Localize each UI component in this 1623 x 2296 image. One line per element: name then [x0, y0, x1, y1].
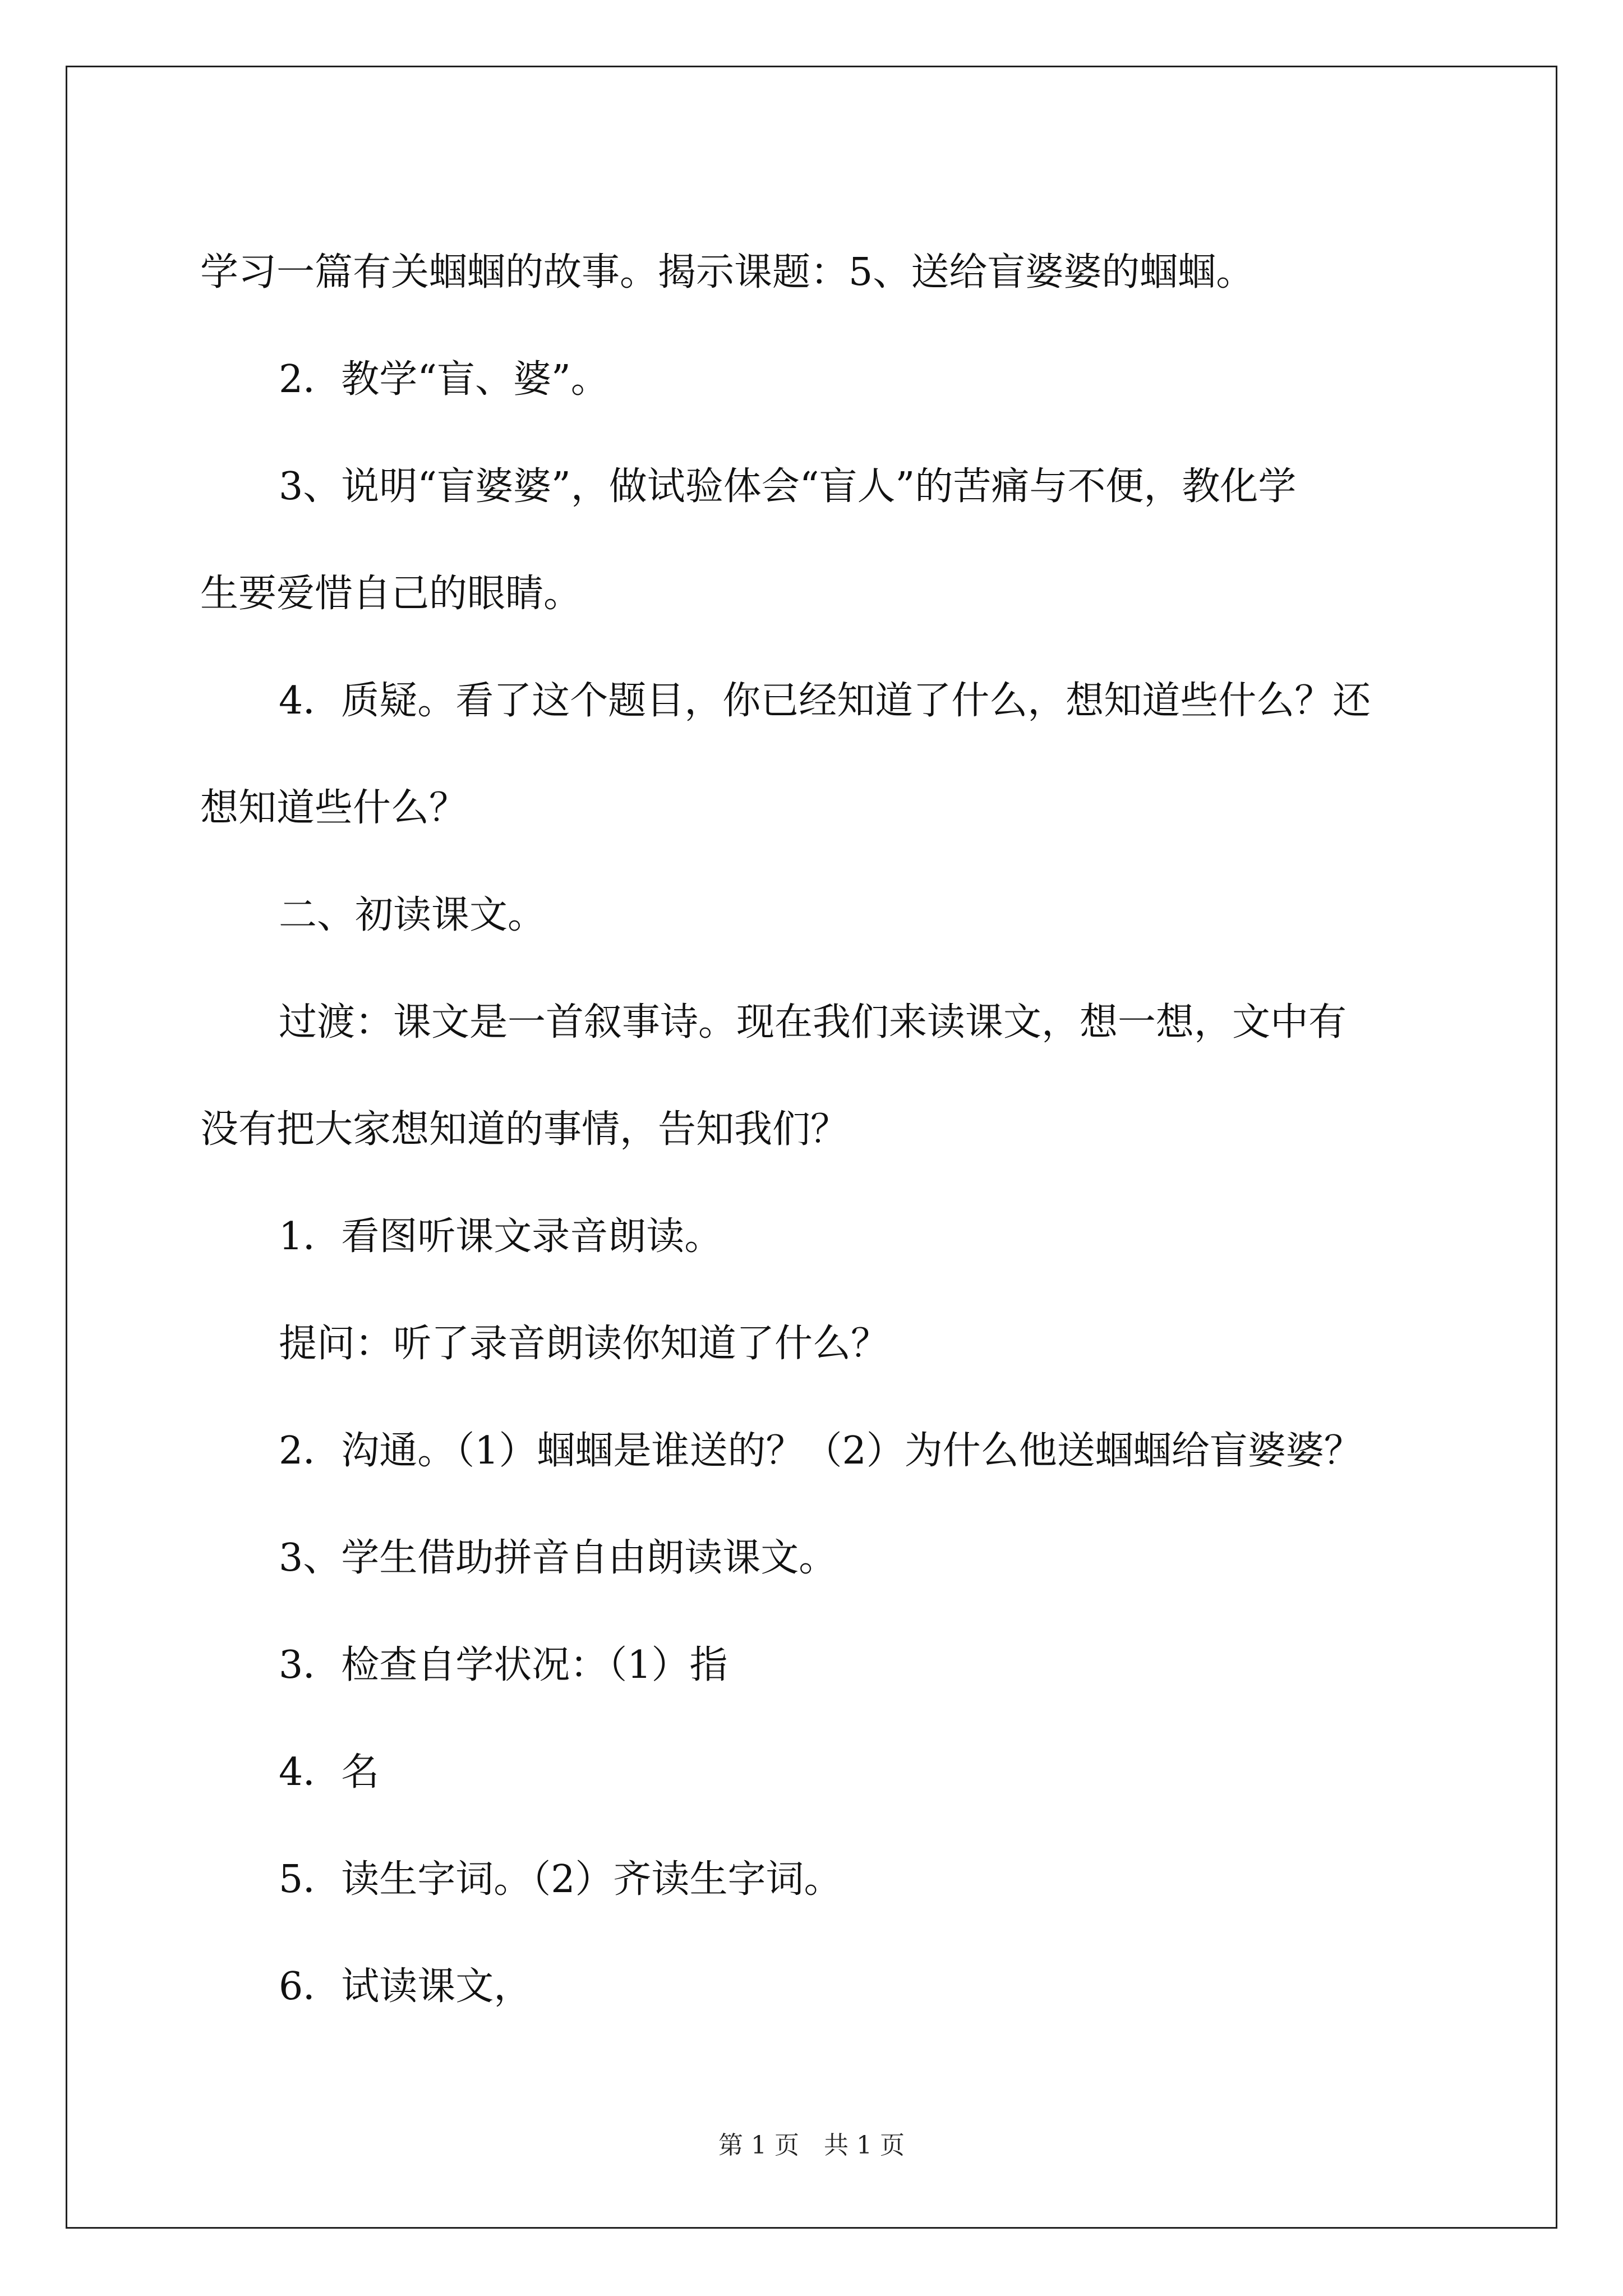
paragraph-line-3: 3、说明“盲婆婆”，做试验体会“盲人”的苦痛与不便，教化学 [279, 464, 1297, 509]
paragraph-line-4: 生要爱惜自己的眼睛。 [200, 572, 582, 616]
section-heading: 二、初读课文。 [279, 893, 546, 937]
paragraph-line-16: 5．读生字词。（2）齐读生字词。 [279, 1857, 842, 1902]
paragraph-line-15: 4．名 [279, 1750, 380, 1795]
paragraph-line-5: 4．质疑。看了这个题目，你已经知道了什么，想知道些什么？还 [279, 679, 1371, 723]
paragraph-line-12: 2．沟通。（1）蝈蝈是谁送的？（2）为什么他送蝈蝈给盲婆婆？ [279, 1429, 1362, 1473]
paragraph-line-10: 1．看图听课文录音朗读。 [279, 1214, 723, 1259]
paragraph-line-6: 想知道些什么？ [200, 786, 468, 830]
document-body [200, 219, 1434, 2040]
page-footer: 第 1 页 共 1 页 [718, 2131, 905, 2160]
paragraph-line-11: 提问：听了录音朗读你知道了什么？ [279, 1322, 889, 1366]
paragraph-line-17: 6．试读课文， [279, 1964, 532, 2009]
paragraph-line-9: 没有把大家想知道的事情，告知我们？ [200, 1107, 849, 1152]
paragraph-line-2: 2．教学“盲、婆”。 [279, 357, 609, 402]
paragraph-line-13: 3、学生借助拼音自由朗读课文。 [279, 1536, 837, 1580]
paragraph-line-1: 学习一篇有关蝈蝈的故事。揭示课题：5、送给盲婆婆的蝈蝈。 [200, 250, 1255, 295]
paragraph-line-14: 3．检查自学状况：（1）指 [279, 1643, 728, 1687]
paragraph-line-8: 过渡：课文是一首叙事诗。现在我们来读课文，想一想，文中有 [279, 1000, 1347, 1045]
